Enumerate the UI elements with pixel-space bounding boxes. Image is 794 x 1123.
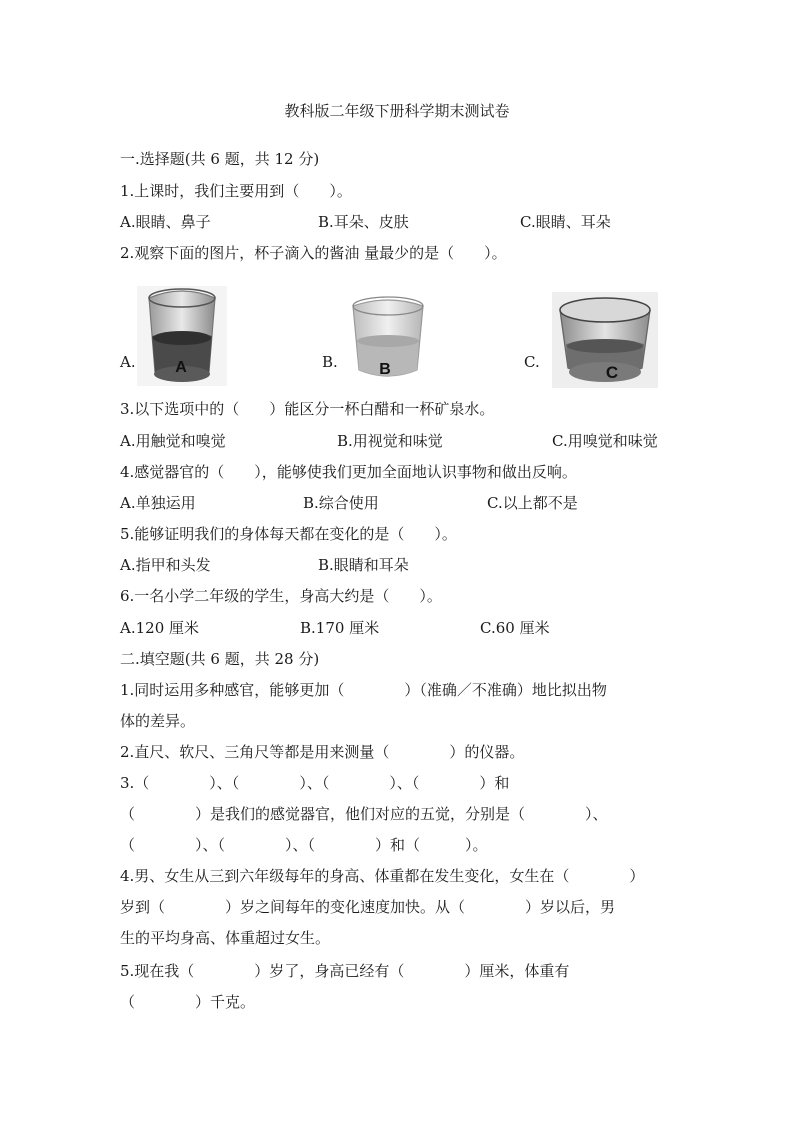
glass-c-image [552,292,658,388]
page-title: 教科版二年级下册科学期末测试卷 [284,102,510,120]
q3-option-b: B.用视觉和味觉 [337,432,443,450]
fill-q4-line1: 4.男、女生从三到六年级每年的身高、体重都在发生变化，女生在（ ） [120,867,645,885]
fill-q1-line2: 体的差异。 [120,712,196,730]
section2-heading: 二.填空题(共 6 题，共 28 分) [120,650,320,668]
q5-option-b: B.眼睛和耳朵 [318,556,409,574]
q3-stem: 3.以下选项中的（ ）能区分一杯白醋和一杯矿泉水。 [120,400,495,418]
fill-q3-line2: （ ）是我们的感觉器官，他们对应的五觉，分别是（ ）、 [120,805,608,823]
q6-option-c: C.60 厘米 [480,619,550,637]
fill-q1-line1: 1.同时运用多种感官，能够更加（ ）（准确／不准确）地比拟出物 [120,681,607,699]
q1-option-a: A.眼睛、鼻子 [120,213,211,231]
fill-q3-line3: （ ）、（ ）、（ ）和（ ）。 [120,836,488,854]
glass-b-letter: B [379,361,391,378]
q2-option-b-label: B. [322,353,338,371]
q4-option-a: A.单独运用 [120,494,196,512]
q5-option-a: A.指甲和头发 [120,556,211,574]
q4-stem: 4.感觉器官的（ ），能够使我们更加全面地认识事物和做出反响。 [120,463,577,481]
q6-option-b: B.170 厘米 [300,619,380,637]
q6-option-a: A.120 厘米 [120,619,199,637]
q2-stem: 2.观察下面的图片，杯子滴入的酱油 量最少的是（ ）。 [120,244,507,262]
glass-b-image [343,294,433,384]
q5-stem: 5.能够证明我们的身体每天都在变化的是（ ）。 [120,525,457,543]
fill-q2: 2.直尺、软尺、三角尺等都是用来测量（ ）的仪器。 [120,743,525,761]
glass-a-letter: A [175,359,187,376]
q4-option-c: C.以上都不是 [487,494,578,512]
glass-a-image [137,286,227,386]
fill-q4-line3: 生的平均身高、体重超过女生。 [120,929,331,947]
q1-stem: 1.上课时，我们主要用到（ ）。 [120,182,352,200]
q3-option-c: C.用嗅觉和味觉 [552,432,658,450]
q4-option-b: B.综合使用 [303,494,379,512]
glass-c-letter: C [605,363,619,382]
fill-q3-line1: 3.（ ）、（ ）、（ ）、（ ）和 [120,774,510,792]
q3-option-a: A.用触觉和嗅觉 [120,432,226,450]
section1-heading: 一.选择题(共 6 题，共 12 分) [120,150,320,168]
q2-option-c-label: C. [524,353,540,371]
fill-q4-line2: 岁到（ ）岁之间每年的变化速度加快。从（ ）岁以后，男 [120,898,616,916]
q2-option-a-label: A. [120,353,136,371]
fill-q5-line2: （ ）千克。 [120,993,256,1011]
q6-stem: 6.一名小学二年级的学生，身高大约是（ ）。 [120,587,442,605]
q1-option-b: B.耳朵、皮肤 [318,213,409,231]
fill-q5-line1: 5.现在我（ ）岁了，身高已经有（ ）厘米，体重有 [120,962,570,980]
q1-option-c: C.眼睛、耳朵 [520,213,611,231]
